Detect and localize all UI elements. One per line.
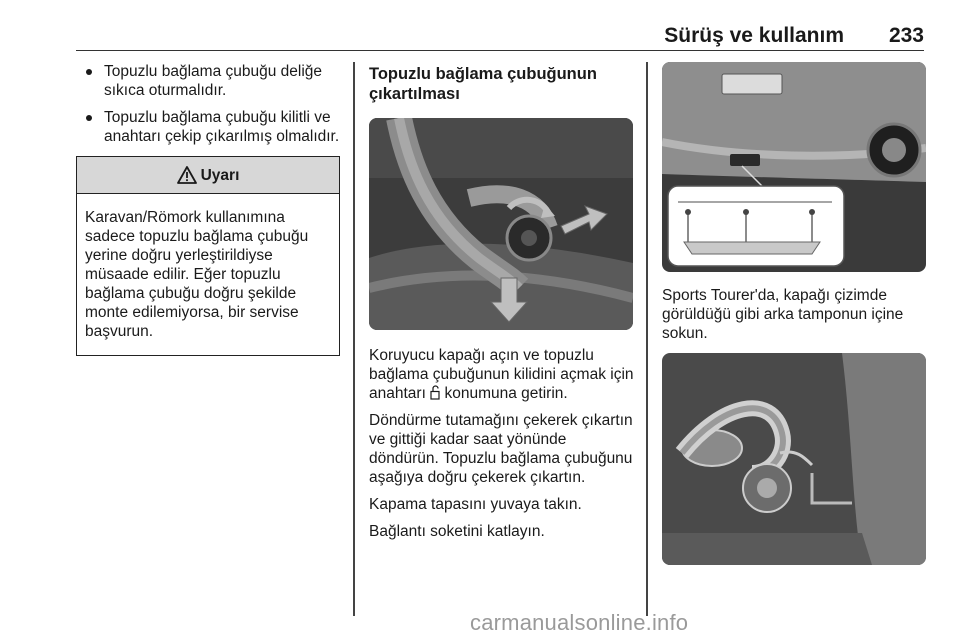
list-item: Topuzlu bağlama çubuğu kilitli ve anahtarı çekip çıkarılmış olmalıdır.	[76, 108, 342, 146]
paragraph: Kapama tapasını yuvaya takın.	[369, 496, 582, 513]
column-right	[662, 62, 926, 565]
bullet-icon	[86, 69, 92, 75]
column-middle	[369, 62, 635, 549]
figure-caption: Sports Tourer'da, kapağı çizimde görüldüğü gibi arka tamponun içine sokun.	[662, 287, 904, 342]
paragraph: Döndürme tutamağını çekerek çıkartın ve gittiği kadar saat yönünde döndürün. Topuzlu bağlama çubuğunu aşağıya doğru çekerek çıkartın.	[369, 412, 633, 486]
unlocked-padlock-icon	[430, 385, 440, 400]
page-title: Sürüş ve kullanım	[664, 24, 844, 47]
column-left	[76, 62, 342, 356]
column-divider	[646, 62, 648, 616]
paragraph: Koruyucu kapağı açın ve topuzlu bağlama çubuğunun kilidini açmak için anahtarı konumuna getirin.	[369, 347, 634, 402]
tow-bar-removal-illustration	[369, 118, 633, 330]
warning-title: Uyarı	[200, 166, 240, 184]
warning-header	[77, 157, 339, 194]
warning-text: Karavan/Römork kullanımına sadece topuzlu bağlama çubuğu yerine doğru yerleştirildiyse müsaade edilir. Eğer topuzlu bağlama çubuğu doğru şekilde monte edilemiyorsa, bir servise başvurun.	[85, 209, 309, 340]
bullet-list	[76, 62, 342, 146]
tow-bar-storage-illustration	[662, 353, 926, 565]
column-divider	[353, 62, 355, 616]
list-item: Topuzlu bağlama çubuğu deliğe sıkıca oturmalıdır.	[76, 62, 342, 100]
section-heading: Topuzlu bağlama çubuğunun çıkartılması	[369, 65, 597, 103]
bullet-icon	[86, 115, 92, 121]
page-header	[76, 22, 924, 51]
watermark: carmanualsonline.info	[470, 610, 689, 635]
warning-box	[76, 156, 340, 356]
paragraph: Bağlantı soketini katlayın.	[369, 523, 545, 540]
rear-bumper-illustration	[662, 62, 926, 272]
warning-triangle-icon	[177, 166, 197, 184]
page-number: 233	[888, 24, 924, 47]
